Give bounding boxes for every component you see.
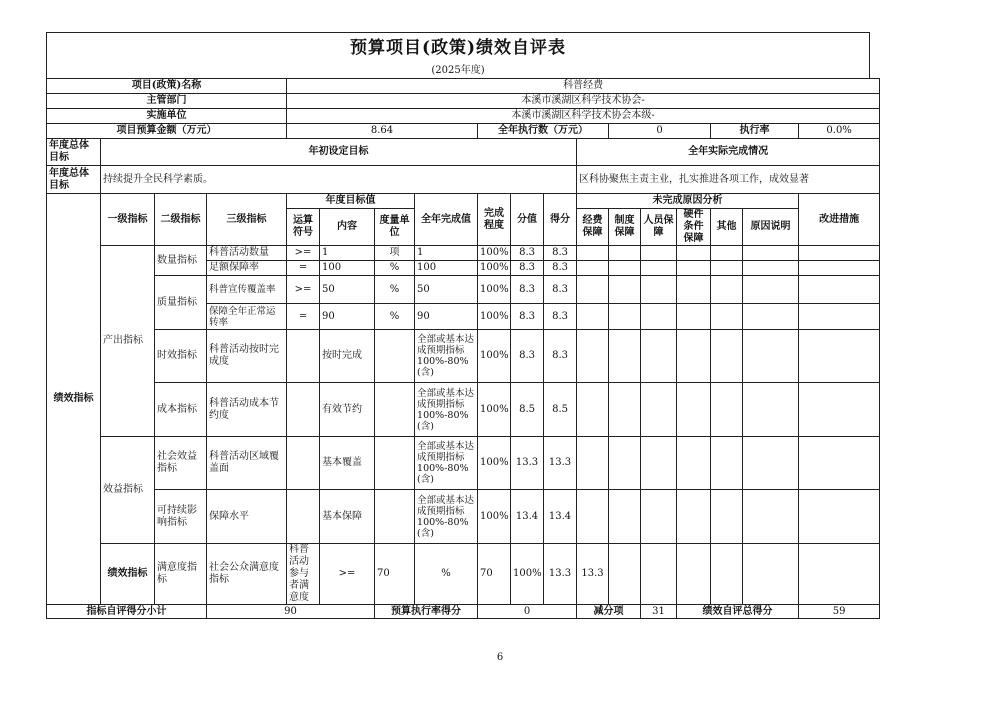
empty-cell — [799, 490, 880, 544]
page-number: 6 — [496, 652, 504, 663]
empty-cell — [641, 246, 677, 261]
actual-goal-text: 区科协聚焦主责主业，扎实推进各项工作，成效显著 — [577, 166, 880, 194]
table-row — [47, 437, 880, 490]
completion-cell: 100% — [478, 261, 511, 276]
op-cell — [287, 330, 320, 383]
rate-value: 0.0% — [799, 124, 880, 139]
score-header: 得分 — [544, 194, 577, 246]
empty-cell — [641, 437, 677, 490]
empty-cell — [677, 490, 711, 544]
op-cell — [287, 437, 320, 490]
level1-header: 一级指标 — [101, 194, 155, 246]
completion-cell: 100% — [478, 276, 511, 304]
project-name-value: 科普经费 — [287, 79, 880, 94]
unit-label: 实施单位 — [47, 109, 287, 124]
op-cell — [287, 383, 320, 437]
score-max-cell: 8.5 — [511, 383, 544, 437]
annual-header: 全年完成值 — [415, 194, 478, 246]
empty-cell — [577, 437, 609, 490]
completion-cell: 100% — [478, 383, 511, 437]
rate-label: 执行率 — [711, 124, 799, 139]
planned-goal-text: 持续提升全民科学素质。 — [101, 166, 577, 194]
level3-cell: 科普宣传覆盖率 — [207, 276, 287, 304]
score-cell: 13.3 — [544, 437, 577, 490]
project-name-label: 项目(政策)名称 — [47, 79, 287, 94]
op-header: 运算符号 — [287, 209, 320, 246]
annual-cell: 90 — [415, 304, 478, 330]
unit-cell: % — [375, 261, 415, 276]
score-max-cell: 13.3 — [544, 544, 577, 605]
goals-label: 年度总体目标 — [47, 139, 101, 166]
empty-cell — [743, 490, 799, 544]
score-cell: 8.5 — [544, 383, 577, 437]
dept-label: 主管部门 — [47, 94, 287, 109]
goals-label-2: 年度总体目标 — [47, 166, 101, 194]
empty-cell — [641, 276, 677, 304]
level1-cell: 满意度指标 — [155, 544, 207, 605]
budget-label: 项目预算金额（万元） — [47, 124, 287, 139]
reason-system-header: 制度保障 — [609, 209, 641, 246]
info-row-dept — [47, 94, 880, 109]
unit-header: 度量单位 — [375, 209, 415, 246]
table-row — [47, 246, 880, 261]
perf-indicator-label-2: 绩效指标 — [101, 544, 155, 605]
evaluation-sheet — [46, 32, 870, 619]
level3-cell: 保障全年正常运转率 — [207, 304, 287, 330]
empty-cell — [577, 490, 609, 544]
budget-score-value: 0 — [478, 605, 577, 619]
annual-cell: 全部或基本达成预期指标100%-80%(含) — [415, 490, 478, 544]
score-cell: 8.3 — [544, 330, 577, 383]
page-title: 预算项目(政策)绩效自评表 — [46, 32, 870, 63]
level3-cell: 科普活动参与者满意度 — [287, 544, 320, 605]
table-row — [47, 490, 880, 544]
annual-cell: 全部或基本达成预期指标100%-80%(含) — [415, 437, 478, 490]
level2-cell: 可持续影响指标 — [155, 490, 207, 544]
level2-cell: 社会效益指标 — [155, 437, 207, 490]
empty-cell — [743, 261, 799, 276]
empty-cell — [743, 437, 799, 490]
perf-indicator-label: 绩效指标 — [47, 194, 101, 605]
completion-header: 完成程度 — [478, 194, 511, 246]
subtotal-value: 90 — [207, 605, 375, 619]
content-cell: 100 — [320, 261, 375, 276]
empty-cell — [641, 261, 677, 276]
content-cell: 1 — [320, 246, 375, 261]
table-row — [47, 330, 880, 383]
unit-cell: % — [375, 276, 415, 304]
reason-fund-header: 经费保障 — [577, 209, 609, 246]
empty-cell — [609, 383, 641, 437]
empty-cell — [799, 544, 880, 605]
content-cell: 按时完成 — [320, 330, 375, 383]
score-cell: 13.3 — [577, 544, 609, 605]
subtotal-label: 指标自评得分小计 — [47, 605, 207, 619]
unit-value: 本溪市溪湖区科学技术协会本级- — [287, 109, 880, 124]
annual-cell: 100 — [415, 261, 478, 276]
empty-cell — [641, 304, 677, 330]
empty-cell — [743, 383, 799, 437]
op-cell — [287, 490, 320, 544]
op-cell: = — [287, 261, 320, 276]
score-max-cell: 8.3 — [511, 261, 544, 276]
empty-cell — [711, 437, 743, 490]
score-max-cell: 8.3 — [511, 276, 544, 304]
score-max-cell: 8.3 — [511, 304, 544, 330]
score-cell: 8.3 — [544, 304, 577, 330]
level3-header: 三级指标 — [207, 194, 287, 246]
unit-cell: % — [375, 304, 415, 330]
empty-cell — [799, 261, 880, 276]
empty-cell — [577, 261, 609, 276]
score-cell: 8.3 — [544, 276, 577, 304]
empty-cell — [609, 544, 641, 605]
empty-cell — [677, 437, 711, 490]
level2-cell: 质量指标 — [155, 276, 207, 330]
empty-cell — [743, 246, 799, 261]
info-row-budget — [47, 124, 880, 139]
level1-cell: 效益指标 — [101, 437, 155, 544]
completion-cell: 100% — [478, 246, 511, 261]
empty-cell — [609, 490, 641, 544]
total-label: 绩效自评总得分 — [677, 605, 799, 619]
level3-cell: 科普活动数量 — [207, 246, 287, 261]
level3-cell: 科普活动按时完成度 — [207, 330, 287, 383]
empty-cell — [677, 544, 711, 605]
unit-cell — [375, 330, 415, 383]
empty-cell — [609, 246, 641, 261]
empty-cell — [677, 261, 711, 276]
empty-cell — [711, 490, 743, 544]
empty-cell — [743, 544, 799, 605]
table-row — [47, 383, 880, 437]
level3-cell: 足额保障率 — [207, 261, 287, 276]
dept-value: 本溪市溪湖区科学技术协会- — [287, 94, 880, 109]
empty-cell — [711, 383, 743, 437]
footer-row — [47, 605, 880, 619]
score-max-header: 分值 — [511, 194, 544, 246]
completion-cell: 100% — [478, 490, 511, 544]
unit-cell — [375, 437, 415, 490]
empty-cell — [609, 276, 641, 304]
empty-cell — [641, 490, 677, 544]
year-subtitle: (2025年度) — [46, 63, 870, 78]
empty-cell — [609, 437, 641, 490]
level2-cell: 数量指标 — [155, 246, 207, 276]
empty-cell — [677, 383, 711, 437]
unit-cell — [375, 383, 415, 437]
annual-cell: 70 — [478, 544, 511, 605]
level2-cell: 社会公众满意度指标 — [207, 544, 287, 605]
indicator-header-row-1 — [47, 194, 880, 209]
empty-cell — [799, 330, 880, 383]
score-cell: 8.3 — [544, 261, 577, 276]
content-header: 内容 — [320, 209, 375, 246]
empty-cell — [609, 304, 641, 330]
deduct-label: 减分项 — [577, 605, 641, 619]
budget-value: 8.64 — [287, 124, 478, 139]
unit-cell — [375, 490, 415, 544]
empty-cell — [677, 276, 711, 304]
empty-cell — [641, 383, 677, 437]
content-cell: 70 — [375, 544, 415, 605]
info-row-project — [47, 79, 880, 94]
reason-group-header: 未完成原因分析 — [577, 194, 799, 209]
empty-cell — [711, 246, 743, 261]
empty-cell — [641, 330, 677, 383]
reason-hardware-header: 硬件条件保障 — [677, 209, 711, 246]
score-max-cell: 8.3 — [511, 330, 544, 383]
reason-other-header: 其他 — [711, 209, 743, 246]
completion-cell: 100% — [478, 330, 511, 383]
level1-cell: 产出指标 — [101, 246, 155, 437]
unit-cell: % — [415, 544, 478, 605]
empty-cell — [577, 383, 609, 437]
level2-header: 二级指标 — [155, 194, 207, 246]
improve-header: 改进措施 — [799, 194, 880, 246]
empty-cell — [609, 330, 641, 383]
empty-cell — [711, 276, 743, 304]
reason-staff-header: 人员保障 — [641, 209, 677, 246]
level3-cell: 保障水平 — [207, 490, 287, 544]
empty-cell — [677, 246, 711, 261]
planned-goal-header: 年初设定目标 — [101, 139, 577, 166]
empty-cell — [711, 544, 743, 605]
exec-label: 全年执行数（万元） — [478, 124, 609, 139]
content-cell: 基本保障 — [320, 490, 375, 544]
info-row-unit — [47, 109, 880, 124]
score-max-cell: 13.4 — [511, 490, 544, 544]
empty-cell — [799, 304, 880, 330]
empty-cell — [609, 261, 641, 276]
annual-cell: 全部或基本达成预期指标100%-80%(含) — [415, 383, 478, 437]
empty-cell — [641, 544, 677, 605]
table-row — [47, 544, 880, 605]
score-cell: 13.4 — [544, 490, 577, 544]
level2-cell: 成本指标 — [155, 383, 207, 437]
empty-cell — [711, 261, 743, 276]
op-cell: >= — [287, 246, 320, 261]
content-cell: 基本覆盖 — [320, 437, 375, 490]
level3-cell: 科普活动成本节约度 — [207, 383, 287, 437]
reason-desc-header: 原因说明 — [743, 209, 799, 246]
empty-cell — [799, 383, 880, 437]
annual-cell: 50 — [415, 276, 478, 304]
completion-cell: 100% — [478, 437, 511, 490]
annual-cell: 全部或基本达成预期指标100%-80%(含) — [415, 330, 478, 383]
content-cell: 有效节约 — [320, 383, 375, 437]
empty-cell — [799, 276, 880, 304]
empty-cell — [677, 304, 711, 330]
content-cell: 50 — [320, 276, 375, 304]
deduct-value: 31 — [641, 605, 677, 619]
score-max-cell: 8.3 — [511, 246, 544, 261]
level2-cell: 时效指标 — [155, 330, 207, 383]
exec-value: 0 — [609, 124, 711, 139]
content-cell: 90 — [320, 304, 375, 330]
empty-cell — [743, 276, 799, 304]
empty-cell — [577, 246, 609, 261]
empty-cell — [711, 304, 743, 330]
annual-cell: 1 — [415, 246, 478, 261]
op-cell: = — [287, 304, 320, 330]
score-cell: 8.3 — [544, 246, 577, 261]
empty-cell — [677, 330, 711, 383]
op-cell: >= — [287, 276, 320, 304]
goals-content-row — [47, 166, 880, 194]
empty-cell — [711, 330, 743, 383]
evaluation-table — [46, 78, 880, 619]
completion-cell: 100% — [511, 544, 544, 605]
goals-header-row — [47, 139, 880, 166]
target-group-header: 年度目标值 — [287, 194, 415, 209]
total-value: 59 — [799, 605, 880, 619]
empty-cell — [577, 276, 609, 304]
unit-cell: 项 — [375, 246, 415, 261]
actual-goal-header: 全年实际完成情况 — [577, 139, 880, 166]
level3-cell: 科普活动区域覆盖面 — [207, 437, 287, 490]
table-row — [47, 276, 880, 304]
empty-cell — [577, 330, 609, 383]
empty-cell — [743, 330, 799, 383]
empty-cell — [799, 437, 880, 490]
score-max-cell: 13.3 — [511, 437, 544, 490]
empty-cell — [799, 246, 880, 261]
op-cell: >= — [320, 544, 375, 605]
empty-cell — [743, 304, 799, 330]
completion-cell: 100% — [478, 304, 511, 330]
empty-cell — [577, 304, 609, 330]
budget-score-label: 预算执行率得分 — [375, 605, 478, 619]
